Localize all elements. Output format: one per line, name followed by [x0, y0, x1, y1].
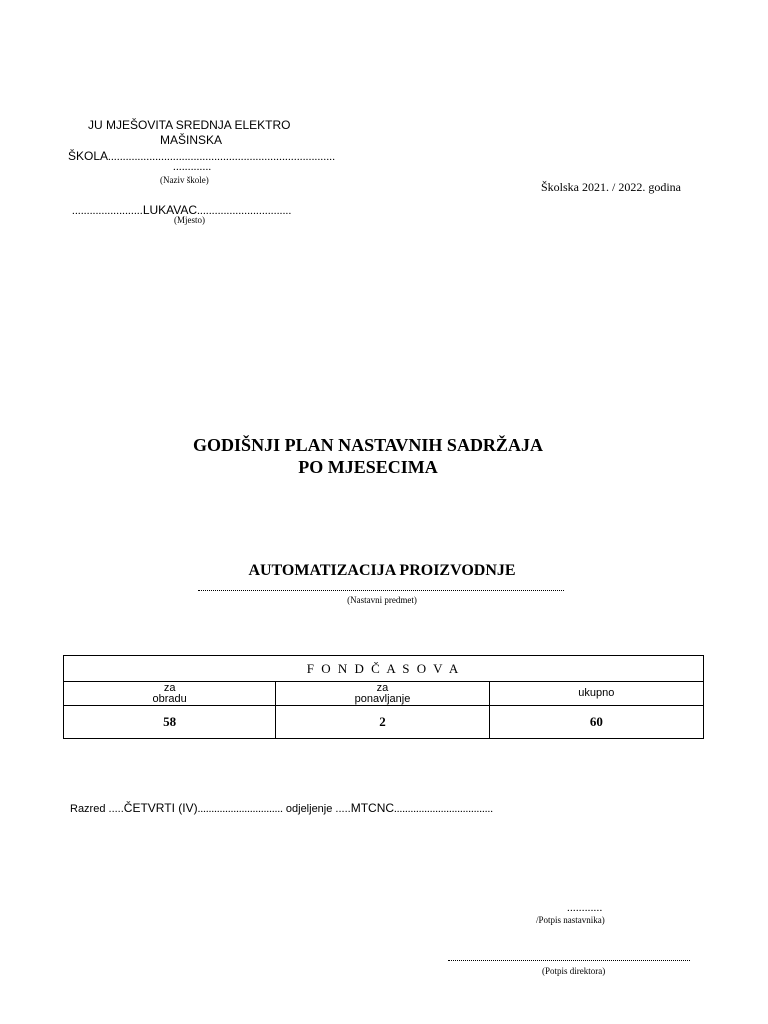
fund-col3-label: ukupno: [578, 687, 615, 699]
fund-table: [63, 655, 704, 739]
fund-heading: F O N D Č A S O V A: [64, 656, 704, 682]
school-place-caption: (Mjesto): [174, 215, 205, 225]
odjeljenje-label: odjeljenje .....: [282, 803, 351, 815]
razred-value: ČETVRTI (IV): [123, 801, 198, 815]
odjeljenje-value: MTCNC: [350, 801, 395, 815]
director-signature-caption: (Potpis direktora): [542, 966, 606, 976]
fund-col1-header: [64, 682, 276, 706]
school-name-label: ŠKOLA: [68, 149, 109, 163]
school-name-line2: MAŠINSKA: [160, 133, 223, 147]
subject-caption: (Nastavni predmet): [347, 595, 417, 605]
page-title-line1: GODIŠNJI PLAN NASTAVNIH SADRŽAJA: [193, 435, 543, 455]
fund-col2-label-line2: ponavljanje: [354, 692, 411, 705]
school-name-dots: .............................................................................: [108, 151, 336, 163]
school-place-dots-left: ........................: [72, 205, 143, 217]
fund-col1-label-line1: za: [163, 681, 176, 694]
odjeljenje-dots: ....................................: [394, 803, 494, 815]
school-name-dots-short: .............: [173, 161, 212, 173]
page-title-line2: PO MJESECIMA: [298, 457, 438, 477]
class-line: [70, 801, 493, 815]
subject-name: AUTOMATIZACIJA PROIZVODNJE: [248, 562, 516, 579]
fund-col2-value: 2: [276, 706, 489, 739]
fund-col1-label-line2: obradu: [152, 692, 187, 705]
teacher-signature-caption: /Potpis nastavnika): [536, 915, 605, 925]
fund-col2-label-line1: za: [376, 681, 389, 694]
school-place-value: LUKAVAC: [142, 203, 198, 217]
school-year: Školska 2021. / 2022. godina: [541, 180, 681, 194]
fund-col2-header: [276, 682, 489, 706]
teacher-signature-line: ............: [567, 902, 603, 914]
school-name-caption: (Naziv škole): [160, 175, 209, 185]
subject-dotted-line: [198, 590, 564, 591]
fund-col3-value: 60: [489, 706, 703, 739]
razred-dots: ...............................: [197, 803, 283, 815]
razred-label: Razred .....: [70, 803, 124, 815]
school-name-line1: JU MJEŠOVITA SREDNJA ELEKTRO: [88, 118, 291, 132]
director-signature-line: [448, 960, 690, 961]
page-title: [84, 434, 652, 478]
fund-col1-value: 58: [64, 706, 276, 739]
school-place-dots-right: ................................: [197, 205, 292, 217]
fund-col3-header: [489, 682, 703, 706]
